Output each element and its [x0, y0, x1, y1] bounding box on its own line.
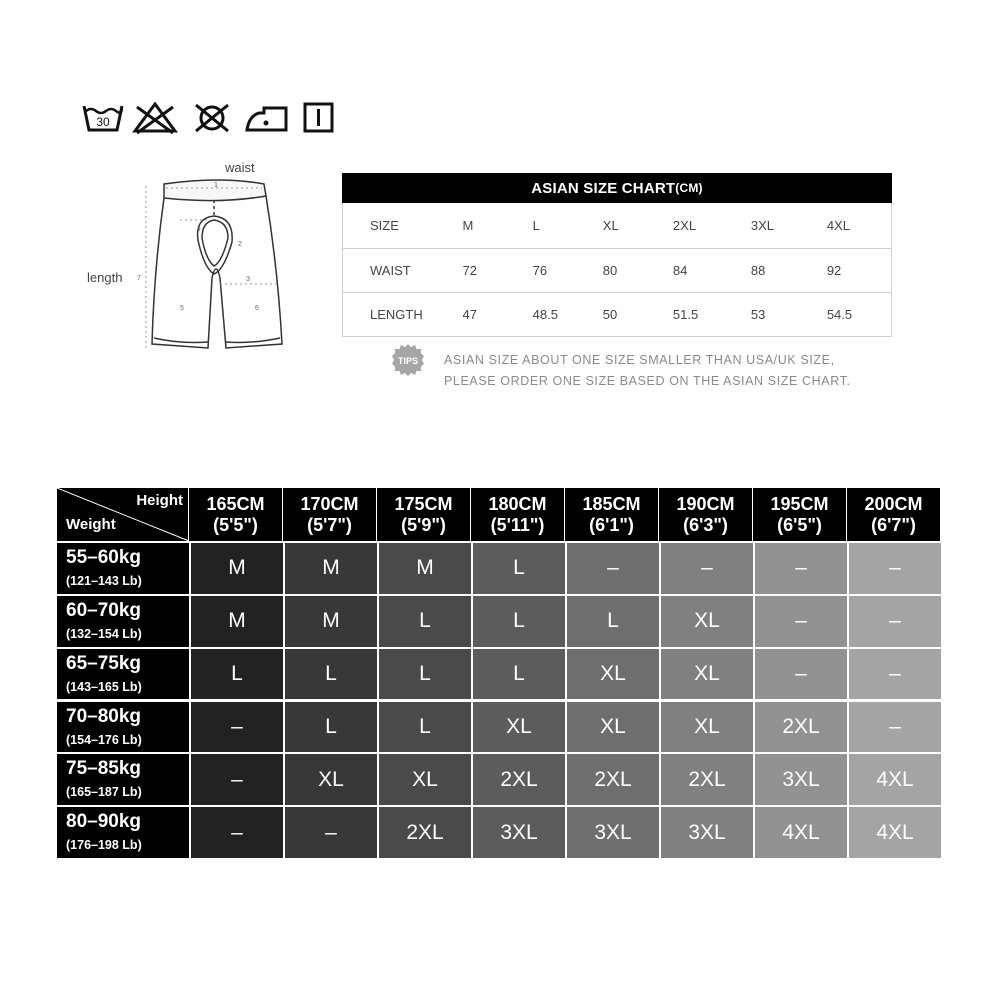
- size-cell: L: [283, 647, 377, 700]
- table-cell: 53: [750, 307, 766, 322]
- size-cell: 2XL: [565, 752, 659, 805]
- size-cell: 2XL: [471, 752, 565, 805]
- size-cell: M: [189, 541, 283, 594]
- weight-row-header: [57, 805, 189, 858]
- height-ft: (5'11"): [490, 514, 545, 535]
- table-cell: 51.5: [672, 307, 699, 322]
- asian-chart-title-text: ASIAN SIZE CHART: [531, 179, 676, 197]
- height-column-header: [283, 488, 377, 541]
- weight-lb: (176–198 Lb): [66, 838, 142, 853]
- size-cell: L: [283, 700, 377, 753]
- height-cm: 175CM: [394, 493, 453, 514]
- height-column-header: [847, 488, 941, 541]
- table-cell: 76: [532, 263, 548, 278]
- weight-lb: (154–176 Lb): [66, 732, 142, 747]
- table-cell: M: [462, 218, 474, 233]
- length-label: length: [87, 270, 123, 285]
- height-cm: 185CM: [582, 493, 641, 514]
- tips-note: [391, 343, 901, 393]
- measure-number: 7: [137, 275, 141, 282]
- size-cell: 4XL: [847, 805, 941, 858]
- size-cell: L: [471, 541, 565, 594]
- height-ft: (6'1"): [589, 514, 634, 535]
- measure-number: 6: [255, 305, 259, 312]
- weight-row-header: [57, 594, 189, 647]
- size-cell: 4XL: [847, 752, 941, 805]
- weight-row-header: [57, 752, 189, 805]
- table-cell: 48.5: [532, 307, 558, 322]
- size-cell: XL: [565, 700, 659, 753]
- height-column-header: [659, 488, 753, 541]
- row-label: LENGTH: [370, 307, 423, 322]
- table-cell: 2XL: [672, 218, 697, 233]
- size-cell: –: [847, 594, 941, 647]
- no-tumble-dry-icon: [190, 100, 234, 136]
- table-cell: 4XL: [826, 218, 850, 233]
- weight-lb: (143–165 Lb): [66, 679, 142, 694]
- height-ft: (5'7"): [307, 514, 352, 535]
- no-bleach-icon: [132, 100, 178, 136]
- tips-line-1: ASIAN SIZE ABOUT ONE SIZE SMALLER THAN USA/UK SIZE,: [444, 353, 835, 367]
- weight-lb: (165–187 Lb): [66, 785, 142, 800]
- size-cell: L: [377, 700, 471, 753]
- wash-30-icon: [82, 100, 124, 136]
- table-cell: 3XL: [750, 218, 774, 233]
- size-cell: M: [189, 594, 283, 647]
- height-cm: 200CM: [864, 493, 923, 514]
- size-cell: M: [283, 541, 377, 594]
- weight-axis-label: Weight: [66, 516, 116, 533]
- size-cell: –: [847, 647, 941, 700]
- height-weight-size-chart: [57, 488, 941, 858]
- table-cell: 84: [672, 263, 688, 278]
- size-cell: L: [471, 647, 565, 700]
- asian-size-chart: [342, 173, 892, 337]
- size-cell: XL: [659, 647, 753, 700]
- size-cell: 3XL: [659, 805, 753, 858]
- size-cell: –: [753, 647, 847, 700]
- iron-low-icon: [244, 100, 290, 136]
- table-cell: 50: [602, 307, 618, 322]
- wash-temp-label: 30: [96, 115, 110, 129]
- size-cell: XL: [565, 647, 659, 700]
- height-ft: (6'3"): [683, 514, 728, 535]
- size-cell: –: [847, 541, 941, 594]
- weight-kg: 70–80kg: [66, 705, 142, 727]
- care-icons: [82, 100, 342, 140]
- table-cell: 47: [462, 307, 477, 322]
- asian-size-table: [342, 203, 892, 337]
- size-cell: –: [189, 805, 283, 858]
- height-cm: 190CM: [676, 493, 735, 514]
- table-cell: 72: [462, 263, 477, 278]
- line-dry-icon: [302, 100, 338, 136]
- tips-text: [444, 350, 851, 392]
- size-cell: L: [377, 594, 471, 647]
- size-cell: –: [565, 541, 659, 594]
- waist-label: waist: [225, 160, 255, 175]
- table-cell: 88: [750, 263, 766, 278]
- height-axis-label: Height: [136, 492, 183, 509]
- tips-line-2: PLEASE ORDER ONE SIZE BASED ON THE ASIAN SIZE CHART.: [444, 374, 851, 388]
- size-cell: –: [283, 805, 377, 858]
- size-row: [343, 203, 891, 248]
- size-cell: –: [189, 700, 283, 753]
- asian-size-chart-title: [342, 173, 892, 203]
- measure-number: 1: [214, 182, 218, 189]
- height-ft: (5'9"): [401, 514, 446, 535]
- chart-corner-header: [57, 488, 189, 541]
- size-cell: XL: [377, 752, 471, 805]
- table-cell: 54.5: [826, 307, 853, 322]
- size-cell: –: [753, 594, 847, 647]
- table-cell: L: [532, 218, 540, 233]
- tips-badge-icon: [391, 343, 425, 377]
- height-cm: 195CM: [770, 493, 829, 514]
- waist-row: [343, 248, 891, 292]
- size-cell: XL: [659, 594, 753, 647]
- size-cell: L: [471, 594, 565, 647]
- size-cell: –: [847, 700, 941, 753]
- weight-row-header: [57, 541, 189, 594]
- height-cm: 165CM: [206, 493, 265, 514]
- size-cell: 2XL: [659, 752, 753, 805]
- table-cell: 92: [826, 263, 842, 278]
- length-row: [343, 292, 891, 336]
- table-cell: 80: [602, 263, 618, 278]
- height-column-header: [377, 488, 471, 541]
- shorts-outline: [80, 160, 310, 360]
- height-column-header: [189, 488, 283, 541]
- measure-number: 5: [180, 305, 184, 312]
- size-cell: XL: [659, 700, 753, 753]
- size-cell: L: [565, 594, 659, 647]
- measure-number: 3: [246, 276, 250, 283]
- height-ft: (6'5"): [777, 514, 822, 535]
- weight-kg: 75–85kg: [66, 758, 142, 780]
- size-cell: 3XL: [753, 752, 847, 805]
- size-cell: 3XL: [565, 805, 659, 858]
- height-ft: (6'7"): [871, 514, 916, 535]
- height-column-header: [753, 488, 847, 541]
- size-cell: 2XL: [753, 700, 847, 753]
- height-cm: 170CM: [300, 493, 359, 514]
- height-ft: (5'5"): [213, 514, 258, 535]
- size-cell: XL: [283, 752, 377, 805]
- size-cell: –: [189, 752, 283, 805]
- size-cell: –: [659, 541, 753, 594]
- row-label: SIZE: [370, 218, 399, 233]
- size-cell: 3XL: [471, 805, 565, 858]
- weight-kg: 80–90kg: [66, 811, 142, 833]
- shorts-diagram: [80, 160, 310, 360]
- weight-kg: 55–60kg: [66, 547, 142, 568]
- height-column-header: [471, 488, 565, 541]
- size-cell: 4XL: [753, 805, 847, 858]
- size-cell: L: [189, 647, 283, 700]
- tips-badge-label: TIPS: [397, 356, 419, 366]
- weight-row-header: [57, 647, 189, 700]
- height-column-header: [565, 488, 659, 541]
- weight-row-header: [57, 700, 189, 753]
- size-cell: 2XL: [377, 805, 471, 858]
- measure-number: 4: [197, 226, 201, 233]
- size-cell: L: [377, 647, 471, 700]
- size-cell: XL: [471, 700, 565, 753]
- table-cell: XL: [602, 218, 619, 233]
- weight-lb: (121–143 Lb): [66, 574, 142, 588]
- weight-lb: (132–154 Lb): [66, 626, 142, 641]
- height-cm: 180CM: [488, 493, 547, 514]
- asian-chart-unit: (CM): [675, 181, 703, 195]
- weight-kg: 60–70kg: [66, 599, 142, 621]
- size-cell: M: [283, 594, 377, 647]
- row-label: WAIST: [370, 263, 411, 278]
- size-cell: –: [753, 541, 847, 594]
- size-cell: M: [377, 541, 471, 594]
- weight-kg: 65–75kg: [66, 652, 142, 674]
- measure-number: 2: [238, 241, 242, 248]
